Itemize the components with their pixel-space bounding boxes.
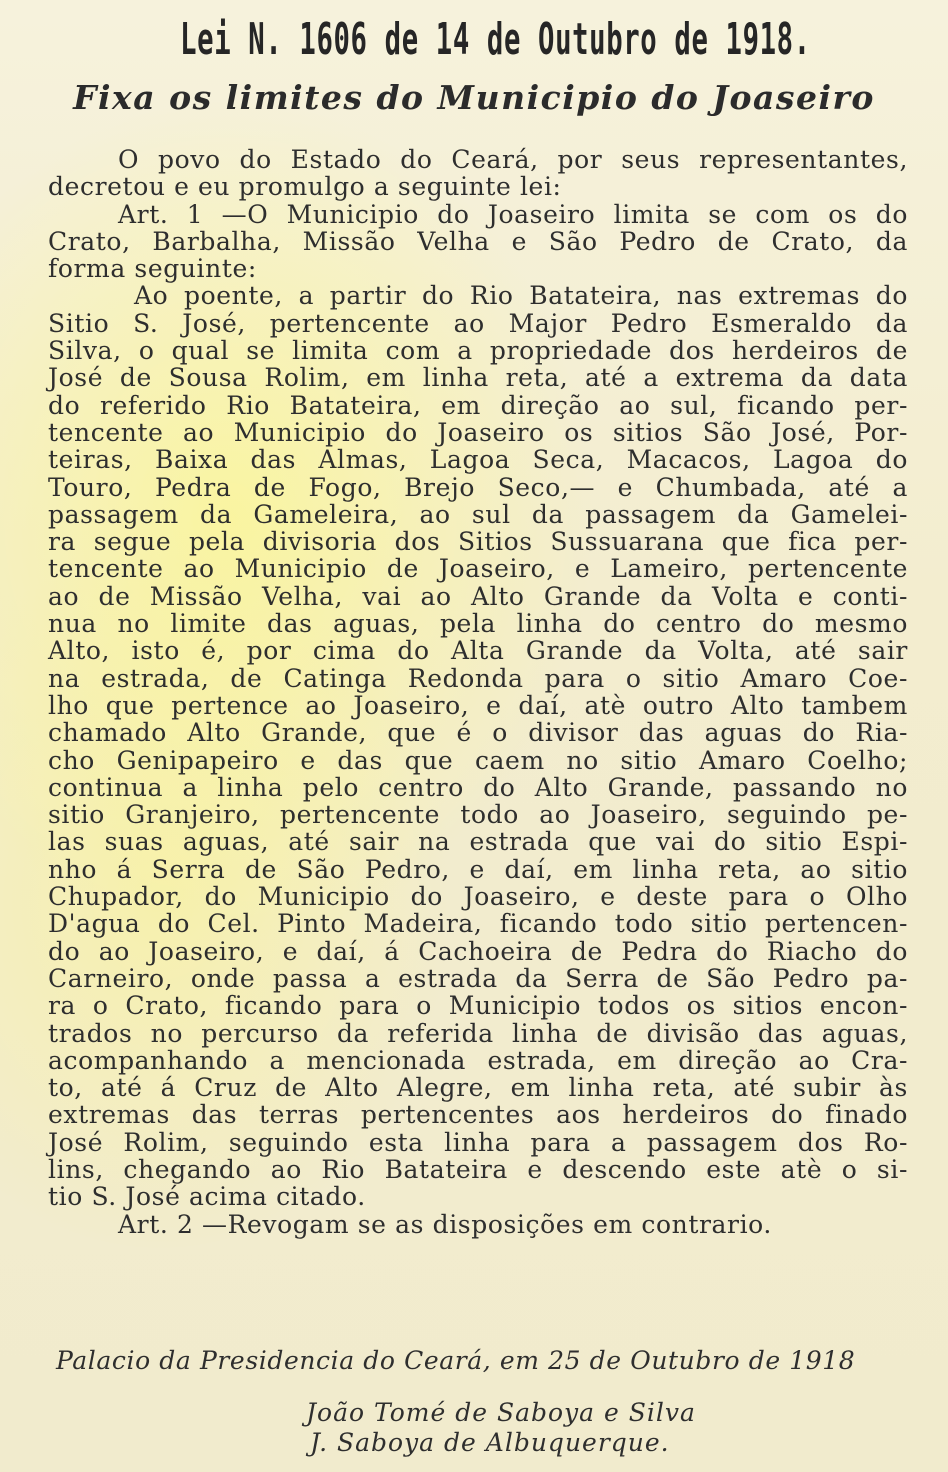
body-line: Touro, Pedra de Fogo, Brejo Seco,— e Chumbada, até a bbox=[48, 472, 908, 502]
body-line: ao de Missão Velha, vai ao Alto Grande da Volta e conti- bbox=[48, 581, 908, 611]
body-line: Crato, Barbalha, Missão Velha e São Pedro de Crato, da bbox=[48, 226, 908, 256]
body-line: José de Sousa Rolim, em linha reta, até a extrema da data bbox=[48, 363, 908, 393]
body-line: José Rolim, seguindo esta linha para a passagem dos Ro- bbox=[48, 1127, 908, 1157]
body-line: O povo do Estado do Ceará, por seus representantes, bbox=[118, 145, 908, 174]
body-line: tencente ao Municipio do Joaseiro os sitios São José, Por- bbox=[48, 417, 908, 447]
law-subtitle: Fixa os limites do Municipio do Joaseiro bbox=[73, 78, 875, 117]
body-line: continua a linha pelo centro do Alto Grande, passando no bbox=[48, 772, 908, 802]
body-line: Carneiro, onde passa a estrada da Serra de São Pedro pa- bbox=[48, 963, 908, 993]
closing-place-date: Palacio da Presidencia do Ceará, em 25 de Outubro de 1918 bbox=[56, 1346, 856, 1375]
body-line: las suas aguas, até sair na estrada que vai do sitio Espi- bbox=[48, 827, 908, 857]
body-line: ra o Crato, ficando para o Municipio todos os sitios encon- bbox=[48, 991, 908, 1021]
article-2-line: Art. 2 —Revogam se as disposições em contrario. bbox=[118, 1209, 772, 1239]
body-line: tio S. José acima citado. bbox=[48, 1182, 366, 1212]
body-line: Sitio S. José, pertencente ao Major Pedro Esmeraldo da bbox=[48, 308, 908, 338]
body-line: trados no percurso da referida linha de divisão das aguas, bbox=[48, 1018, 908, 1048]
body-line: Alto, isto é, por cima do Alta Grande da Volta, até sair bbox=[48, 636, 908, 666]
body-line: acompanhando a mencionada estrada, em direção ao Cra- bbox=[48, 1045, 908, 1075]
body-line: passagem da Gameleira, ao sul da passagem da Gamelei- bbox=[48, 499, 908, 529]
body-line: na estrada, de Catinga Redonda para o sitio Amaro Coe- bbox=[48, 663, 908, 693]
signature-governor: João Tomé de Saboya e Silva bbox=[306, 1398, 696, 1427]
body-line: Silva, o qual se limita com a propriedade dos herdeiros de bbox=[48, 336, 908, 366]
body-line: do referido Rio Batateira, em direção ao sul, ficando per- bbox=[48, 390, 908, 420]
body-line: tencente ao Municipio de Joaseiro, e Lameiro, pertencente bbox=[48, 554, 908, 584]
article-1-line: Art. 1 —O Municipio do Joaseiro limita se com os do bbox=[118, 199, 908, 229]
law-body bbox=[48, 146, 908, 1238]
body-line: lins, chegando ao Rio Batateira e descendo este atè o si- bbox=[48, 1154, 908, 1184]
body-line: sitio Granjeiro, pertencente todo ao Joaseiro, seguindo pe- bbox=[48, 800, 908, 830]
body-line: teiras, Baixa das Almas, Lagoa Seca, Macacos, Lagoa do bbox=[48, 445, 908, 475]
body-line: chamado Alto Grande, que é o divisor das aguas do Ria- bbox=[48, 718, 908, 748]
law-title: Lei N. 1606 de 14 de Outubro de 1918. bbox=[180, 14, 811, 65]
signatures bbox=[306, 1398, 696, 1458]
body-line: D'agua do Cel. Pinto Madeira, ficando todo sitio pertencen- bbox=[48, 909, 908, 939]
body-line: decretou e eu promulgo a seguinte lei: bbox=[48, 172, 562, 202]
body-line: nho á Serra de São Pedro, e daí, em linha reta, ao sitio bbox=[48, 854, 908, 884]
body-line: ra segue pela divisoria dos Sitios Sussuarana que fica per- bbox=[48, 527, 908, 557]
body-line: do ao Joaseiro, e daí, á Cachoeira de Pedra do Riacho do bbox=[48, 936, 908, 966]
body-line: forma seguinte: bbox=[48, 254, 257, 284]
body-line: cho Genipapeiro e das que caem no sitio Amaro Coelho; bbox=[48, 745, 908, 775]
body-line: nua no limite das aguas, pela linha do centro do mesmo bbox=[48, 609, 908, 639]
body-line: extremas das terras pertencentes aos herdeiros do finado bbox=[48, 1100, 908, 1130]
body-line: to, até á Cruz de Alto Alegre, em linha reta, até subir às bbox=[48, 1073, 908, 1103]
signature-secretary: J. Saboya de Albuquerque. bbox=[310, 1428, 670, 1457]
body-line: Chupador, do Municipio do Joaseiro, e deste para o Olho bbox=[48, 882, 908, 912]
body-line: Ao poente, a partir do Rio Batateira, nas extremas do bbox=[134, 281, 908, 311]
body-line: lho que pertence ao Joaseiro, e daí, atè outro Alto tambem bbox=[48, 690, 908, 720]
